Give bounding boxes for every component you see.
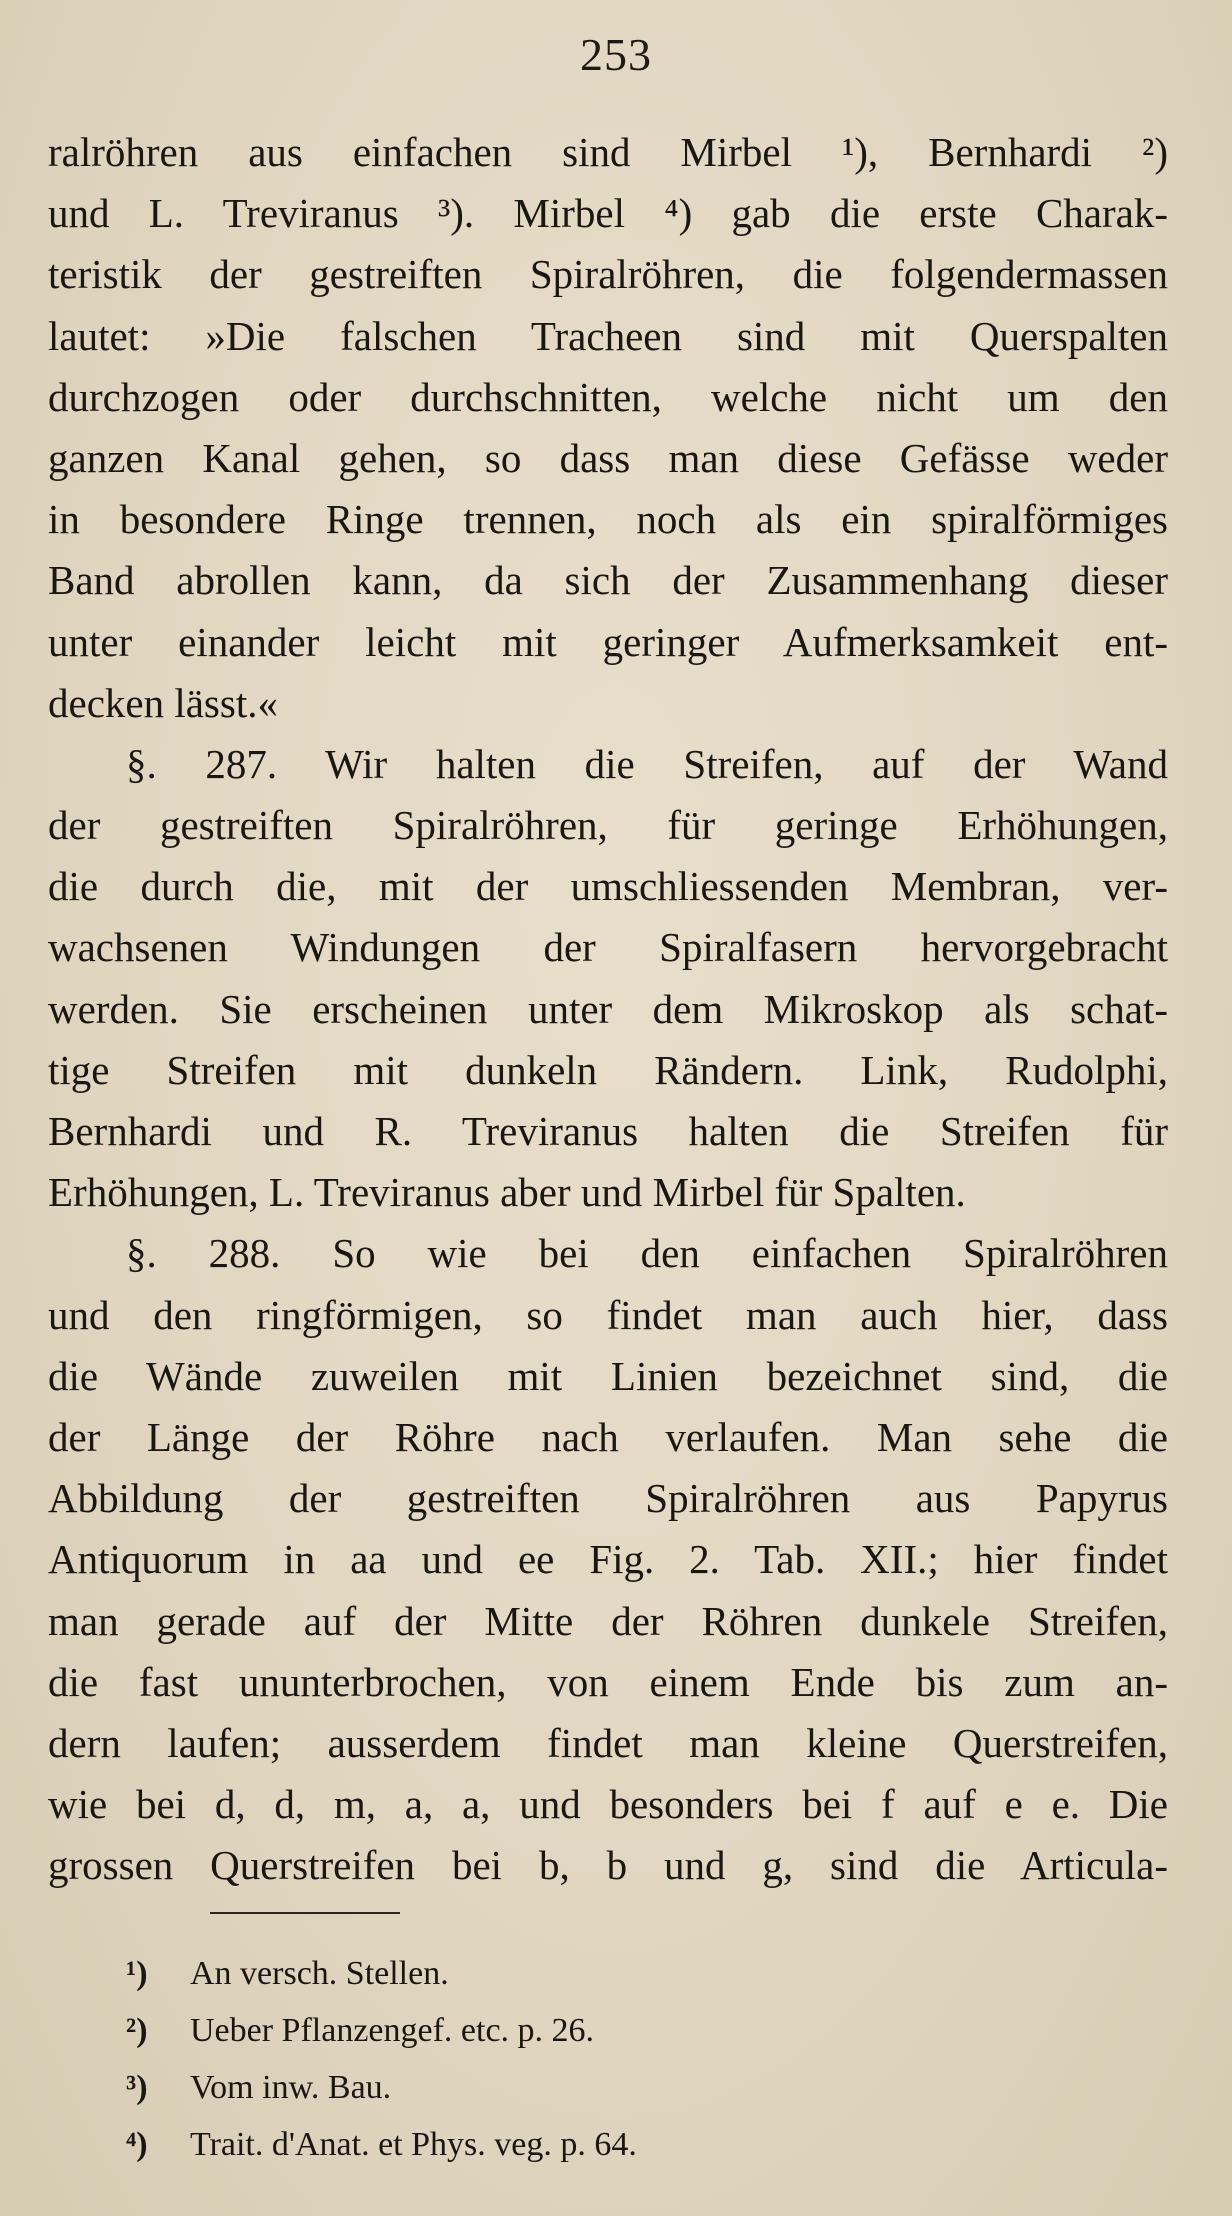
- section-287-start: §. 287. Wir halten die Streifen, auf der Wand: [126, 740, 1168, 787]
- text-line: werden. Sie erscheinen unter dem Mikroskop als schat-: [48, 985, 1168, 1032]
- text-line: und den ringförmigen, so findet man auch hier, dass: [48, 1291, 1168, 1338]
- text-line: Abbildung der gestreiften Spiralröhren aus Papyrus: [48, 1475, 1168, 1522]
- footnotes: [126, 1945, 1026, 2173]
- text-line: dern laufen; ausserdem findet man kleine Querstreifen,: [48, 1719, 1168, 1766]
- footnote-mark: ³): [126, 2069, 148, 2106]
- text-line: decken lässt.«: [48, 679, 278, 726]
- footnote-text: Ueber Pflanzengef. etc. p. 26.: [190, 2012, 595, 2049]
- footnote-text: Vom inw. Bau.: [190, 2069, 392, 2106]
- text-line: unter einander leicht mit geringer Aufmerksamkeit ent-: [48, 618, 1168, 665]
- text-line: lautet: »Die falschen Tracheen sind mit Querspalten: [48, 312, 1168, 359]
- text-line: Erhöhungen, L. Treviranus aber und Mirbel für Spalten.: [48, 1169, 966, 1216]
- footnote-3: [126, 2059, 1026, 2116]
- text-line: wachsenen Windungen der Spiralfasern hervorgebracht: [48, 924, 1168, 971]
- text-line: der Länge der Röhre nach verlaufen. Man sehe die: [48, 1413, 1168, 1460]
- section-288-start: §. 288. So wie bei den einfachen Spiralröhren: [126, 1230, 1168, 1277]
- text-line: und L. Treviranus ³). Mirbel ⁴) gab die erste Charak-: [48, 190, 1168, 237]
- footnote-text: Trait. d'Anat. et Phys. veg. p. 64.: [190, 2126, 637, 2163]
- footnote-divider: [210, 1912, 400, 1914]
- footnote-2: [126, 2002, 1026, 2059]
- text-line: durchzogen oder durchschnitten, welche nicht um den: [48, 373, 1168, 420]
- footnote-text: An versch. Stellen.: [190, 1955, 449, 1992]
- footnote-mark: ²): [126, 2012, 148, 2049]
- footnote-mark: ¹): [126, 1955, 148, 1992]
- footnote-4: [126, 2116, 1026, 2173]
- text-line: die Wände zuweilen mit Linien bezeichnet sind, die: [48, 1352, 1168, 1399]
- footnote-1: [126, 1945, 1026, 2002]
- text-line: Band abrollen kann, da sich der Zusammenhang dieser: [48, 557, 1168, 604]
- text-line: man gerade auf der Mitte der Röhren dunkele Streifen,: [48, 1597, 1168, 1644]
- page-number: 253: [580, 29, 652, 80]
- text-line: grossen Querstreifen bei b, b und g, sind die Articula-: [48, 1842, 1168, 1889]
- text-line: ralröhren aus einfachen sind Mirbel ¹), Bernhardi ²): [48, 129, 1168, 175]
- body-text: [48, 122, 1168, 1896]
- text-line: wie bei d, d, m, a, a, und besonders bei f auf e e. Die: [48, 1781, 1168, 1828]
- text-line: Antiquorum in aa und ee Fig. 2. Tab. XII.; hier findet: [48, 1536, 1168, 1583]
- footnote-mark: ⁴): [126, 2126, 148, 2163]
- text-line: tige Streifen mit dunkeln Rändern. Link, Rudolphi,: [48, 1046, 1168, 1093]
- text-line: die fast ununterbrochen, von einem Ende bis zum an-: [48, 1658, 1168, 1705]
- text-line: die durch die, mit der umschliessenden Membran, ver-: [48, 863, 1168, 910]
- text-line: Bernhardi und R. Treviranus halten die Streifen für: [48, 1108, 1168, 1154]
- text-line: der gestreiften Spiralröhren, für geringe Erhöhungen,: [48, 802, 1168, 849]
- text-line: ganzen Kanal gehen, so dass man diese Gefässe weder: [48, 434, 1168, 481]
- text-line: in besondere Ringe trennen, noch als ein spiralförmiges: [48, 496, 1168, 543]
- text-line: teristik der gestreiften Spiralröhren, die folgendermassen: [48, 251, 1168, 298]
